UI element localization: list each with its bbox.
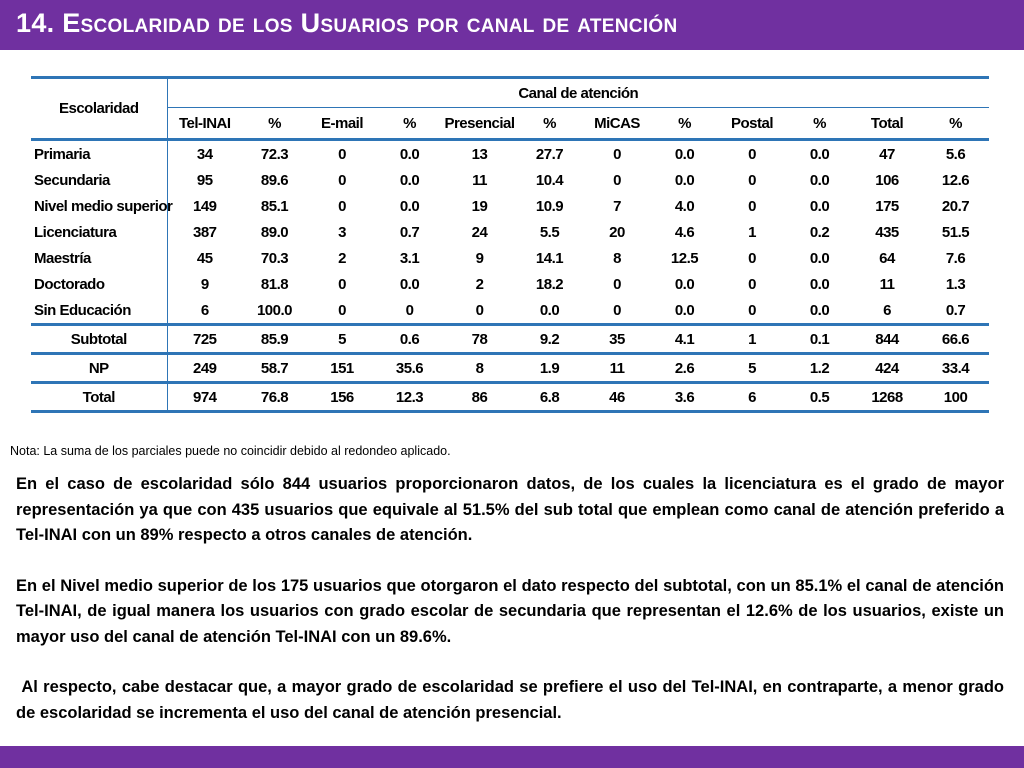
summary-cell: 6.8 xyxy=(517,383,582,412)
table-cell: 0 xyxy=(613,275,621,293)
table-row xyxy=(31,271,989,297)
table-cell: 24 xyxy=(471,223,488,241)
table-cell: 0 xyxy=(717,297,787,325)
summary-cell: 33.4 xyxy=(922,354,989,383)
table-cell: 70.3 xyxy=(260,249,289,267)
table-cell: 5.6 xyxy=(945,145,966,163)
group-header: Canal de atención xyxy=(167,78,989,108)
table-cell: 0.7 xyxy=(922,297,989,325)
row-label: Nivel medio superior xyxy=(31,193,167,219)
table-cell: 0 xyxy=(613,171,621,189)
row-label: Sin Educación xyxy=(31,297,167,325)
table-cell: 34 xyxy=(196,145,213,163)
summary-cell: 249 xyxy=(167,354,242,383)
table-cell: 0 xyxy=(307,297,377,325)
table-cell: 0 xyxy=(338,171,346,189)
table-cell: 149 xyxy=(192,197,217,215)
table-cell: 387 xyxy=(192,223,217,241)
table-cell: 4.6 xyxy=(674,223,695,241)
table-cell: 0 xyxy=(442,297,517,325)
table-cell: 89.6 xyxy=(260,171,289,189)
summary-cell: 156 xyxy=(307,383,377,412)
table-cell: 0.0 xyxy=(399,171,420,189)
column-header: % xyxy=(242,108,307,140)
table-row xyxy=(31,297,989,325)
table-cell: 9 xyxy=(475,249,484,267)
summary-cell: 1268 xyxy=(852,383,922,412)
summary-cell: 0.5 xyxy=(787,383,852,412)
table-cell: 10.9 xyxy=(535,197,564,215)
table-cell: 81.8 xyxy=(260,275,289,293)
table-cell: 0.0 xyxy=(809,275,830,293)
table-row xyxy=(31,193,989,219)
column-header: % xyxy=(652,108,717,140)
summary-cell: 85.9 xyxy=(242,325,307,354)
summary-cell: 424 xyxy=(852,354,922,383)
column-header: Postal xyxy=(717,108,787,140)
table-cell: 6 xyxy=(167,297,242,325)
column-header: % xyxy=(922,108,989,140)
table-cell: 0.0 xyxy=(399,197,420,215)
table-cell: 0 xyxy=(748,275,756,293)
summary-row xyxy=(31,383,989,412)
table-cell: 0.0 xyxy=(787,297,852,325)
row-label: Doctorado xyxy=(31,271,167,297)
table-cell: 9 xyxy=(200,275,209,293)
table-cell: 0.0 xyxy=(809,197,830,215)
table-cell: 51.5 xyxy=(941,223,970,241)
table-cell: 0.0 xyxy=(517,297,582,325)
summary-cell: 151 xyxy=(307,354,377,383)
summary-cell: 66.6 xyxy=(922,325,989,354)
summary-cell: 1.2 xyxy=(787,354,852,383)
summary-cell: 11 xyxy=(582,354,652,383)
table-cell: 20.7 xyxy=(941,197,970,215)
table-container xyxy=(31,76,989,413)
table-note: Nota: La suma de los parciales puede no coincidir debido al redondeo aplicado. xyxy=(10,444,451,458)
table-cell: 18.2 xyxy=(535,275,564,293)
summary-cell: 0.1 xyxy=(787,325,852,354)
table-cell: 10.4 xyxy=(535,171,564,189)
body-text xyxy=(16,472,1009,726)
escolaridad-table xyxy=(31,76,989,413)
summary-label: Subtotal xyxy=(31,325,167,354)
summary-cell: 35 xyxy=(582,325,652,354)
summary-cell: 5 xyxy=(717,354,787,383)
summary-cell: 1.9 xyxy=(517,354,582,383)
table-cell: 0.0 xyxy=(399,145,420,163)
table-cell: 20 xyxy=(609,223,625,241)
summary-cell: 5 xyxy=(307,325,377,354)
column-header: Presencial xyxy=(442,108,517,140)
table-cell: 0.2 xyxy=(809,223,830,241)
summary-cell: 725 xyxy=(167,325,242,354)
table-cell: 3 xyxy=(338,223,346,241)
table-cell: 100.0 xyxy=(242,297,307,325)
table-cell: 1.3 xyxy=(945,275,966,293)
table-cell: 95 xyxy=(196,171,213,189)
summary-cell: 9.2 xyxy=(517,325,582,354)
summary-cell: 6 xyxy=(717,383,787,412)
summary-cell: 2.6 xyxy=(652,354,717,383)
row-label: Primaria xyxy=(31,140,167,168)
summary-cell: 4.1 xyxy=(652,325,717,354)
table-cell: 12.5 xyxy=(670,249,699,267)
table-cell: 0.0 xyxy=(399,275,420,293)
table-cell: 0.0 xyxy=(809,249,830,267)
summary-cell: 46 xyxy=(582,383,652,412)
paragraph-1: En el caso de escolaridad sólo 844 usuarios proporcionaron datos, de los cuales la licenciatura es el grado de mayor representación ya que con 435 usuarios que equivale al 51.5% del sub total que emplean como canal de atención preferido a Tel-INAI con un 89% respecto a otros canales de atención. xyxy=(16,475,1004,544)
table-cell: 8 xyxy=(613,249,621,267)
table-cell: 4.0 xyxy=(674,197,695,215)
table-cell: 11 xyxy=(472,171,487,189)
table-row xyxy=(31,167,989,193)
summary-label: NP xyxy=(31,354,167,383)
table-cell: 0 xyxy=(748,197,756,215)
summary-cell: 100 xyxy=(922,383,989,412)
slide-title: 14. Escolaridad de los Usuarios por canal de atención xyxy=(16,8,678,38)
table-cell: 2 xyxy=(475,275,484,293)
table-cell: 14.1 xyxy=(535,249,564,267)
row-label: Maestría xyxy=(31,245,167,271)
column-header: % xyxy=(517,108,582,140)
column-header: E-mail xyxy=(307,108,377,140)
table-cell: 0 xyxy=(338,275,346,293)
summary-cell: 974 xyxy=(167,383,242,412)
summary-cell: 8 xyxy=(442,354,517,383)
table-cell: 175 xyxy=(875,197,899,215)
summary-cell: 35.6 xyxy=(377,354,442,383)
table-row xyxy=(31,219,989,245)
table-cell: 435 xyxy=(875,223,899,241)
table-cell: 85.1 xyxy=(260,197,289,215)
summary-label: Total xyxy=(31,383,167,412)
summary-cell: 0.6 xyxy=(377,325,442,354)
table-cell: 0 xyxy=(338,145,346,163)
summary-cell: 844 xyxy=(852,325,922,354)
table-cell: 13 xyxy=(471,145,488,163)
paragraph-3: Al respecto, cabe destacar que, a mayor grado de escolaridad se prefiere el uso del Tel-INAI, en contraparte, a menor grado de escolaridad se incrementa el uso del canal de atención presencial. xyxy=(16,678,1009,722)
table-cell: 7 xyxy=(613,197,621,215)
table-cell: 0 xyxy=(377,297,442,325)
table-row xyxy=(31,140,989,168)
table-cell: 0.0 xyxy=(652,297,717,325)
table-cell: 45 xyxy=(196,249,213,267)
table-cell: 0.0 xyxy=(809,145,830,163)
summary-row xyxy=(31,325,989,354)
column-header: % xyxy=(787,108,852,140)
table-cell: 106 xyxy=(875,171,899,189)
table-cell: 0 xyxy=(748,249,756,267)
column-header: Total xyxy=(852,108,922,140)
table-cell: 0 xyxy=(748,171,756,189)
table-cell: 0.0 xyxy=(674,275,695,293)
summary-cell: 3.6 xyxy=(652,383,717,412)
table-cell: 11 xyxy=(879,275,895,293)
summary-row xyxy=(31,354,989,383)
summary-cell: 86 xyxy=(442,383,517,412)
column-header: % xyxy=(377,108,442,140)
summary-cell: 78 xyxy=(442,325,517,354)
table-cell: 6 xyxy=(852,297,922,325)
table-cell: 0 xyxy=(582,297,652,325)
table-row xyxy=(31,245,989,271)
table-cell: 5.5 xyxy=(539,223,560,241)
row-label: Secundaria xyxy=(31,167,167,193)
table-cell: 27.7 xyxy=(535,145,564,163)
table-cell: 12.6 xyxy=(941,171,970,189)
table-cell: 0.7 xyxy=(399,223,420,241)
summary-cell: 58.7 xyxy=(242,354,307,383)
table-cell: 0 xyxy=(613,145,621,163)
table-cell: 0 xyxy=(338,197,346,215)
table-cell: 19 xyxy=(471,197,488,215)
table-cell: 7.6 xyxy=(945,249,966,267)
paragraph-2: En el Nivel medio superior de los 175 usuarios que otorgaron el dato respecto del subtotal, con un 85.1% el canal de atención Tel-INAI, de igual manera los usuarios con grado escolar de secundaria que representan el 12.6% de los usuarios, existe un mayor uso del canal de atención Tel-INAI con un 89.6%. xyxy=(16,576,1004,646)
table-cell: 89.0 xyxy=(260,223,289,241)
row-header: Escolaridad xyxy=(31,78,167,140)
table-cell: 3.1 xyxy=(399,249,420,267)
table-cell: 1 xyxy=(748,223,756,241)
table-cell: 0.0 xyxy=(809,171,830,189)
table-cell: 2 xyxy=(338,249,346,267)
summary-cell: 76.8 xyxy=(242,383,307,412)
table-cell: 0.0 xyxy=(674,171,695,189)
summary-cell: 1 xyxy=(717,325,787,354)
column-header: Tel-INAI xyxy=(167,108,242,140)
column-header: MiCAS xyxy=(582,108,652,140)
table-cell: 72.3 xyxy=(260,145,289,163)
title-bar xyxy=(0,0,1024,50)
footer-bar xyxy=(0,746,1024,768)
table-cell: 47 xyxy=(879,145,895,163)
summary-cell: 12.3 xyxy=(377,383,442,412)
row-label: Licenciatura xyxy=(31,219,167,245)
table-cell: 0.0 xyxy=(674,145,695,163)
table-cell: 64 xyxy=(879,249,895,267)
table-cell: 0 xyxy=(748,145,756,163)
